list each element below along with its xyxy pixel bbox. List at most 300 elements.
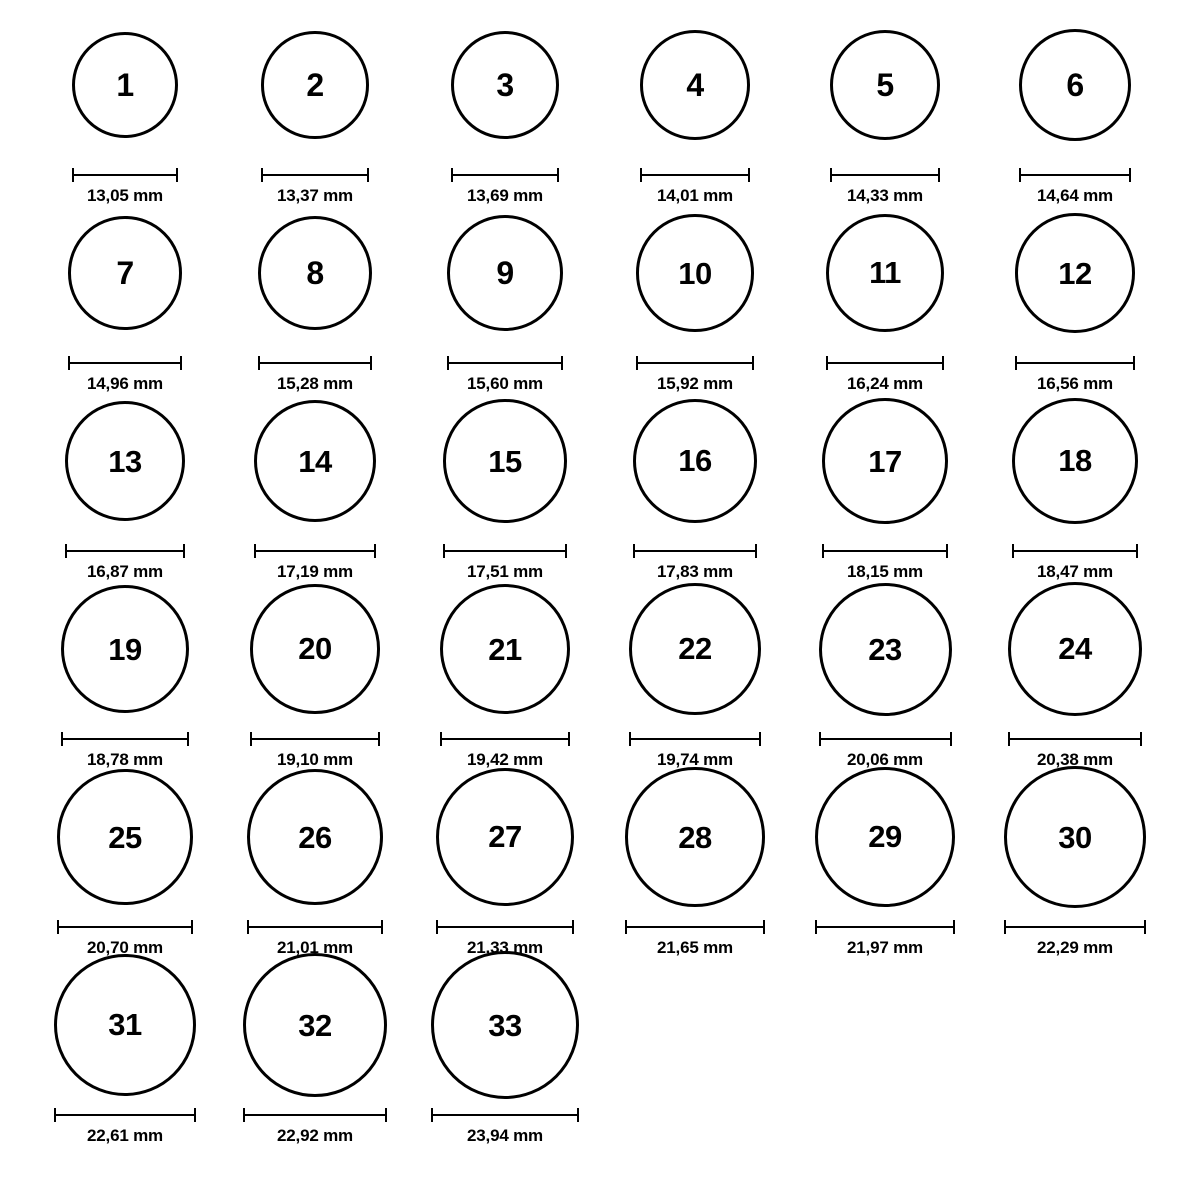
measure-tick-right bbox=[946, 544, 948, 558]
diameter-value: 20,38 mm bbox=[1037, 750, 1113, 769]
diameter-value: 14,64 mm bbox=[1037, 186, 1113, 205]
measure-tick-left bbox=[250, 732, 252, 746]
ring-circle-wrap bbox=[1019, 9, 1131, 161]
measure-tick-right bbox=[561, 356, 563, 370]
ring-size-cell bbox=[410, 197, 600, 394]
ring-size-label: 21 bbox=[488, 631, 522, 667]
ring-size-cell bbox=[410, 949, 600, 1146]
ring-size-label: 11 bbox=[869, 255, 901, 291]
measure-tick-right bbox=[752, 356, 754, 370]
measure-tick-left bbox=[243, 1108, 245, 1122]
diameter-value: 14,33 mm bbox=[847, 186, 923, 205]
ring-size-row bbox=[30, 582, 1170, 770]
measure-tick-left bbox=[1015, 356, 1017, 370]
ring-circle bbox=[830, 30, 941, 141]
measure-tick-left bbox=[636, 356, 638, 370]
measure-line bbox=[640, 174, 750, 176]
ring-circle bbox=[822, 398, 948, 524]
measure-tick-left bbox=[1012, 544, 1014, 558]
ring-circle-wrap bbox=[625, 761, 764, 913]
measure-tick-left bbox=[440, 732, 442, 746]
ring-size-label: 6 bbox=[1066, 67, 1084, 103]
ring-circle-wrap bbox=[1012, 385, 1139, 537]
measure-tick-left bbox=[826, 356, 828, 370]
ring-circle-wrap bbox=[629, 573, 761, 725]
ring-circle bbox=[826, 214, 944, 332]
ring-circle bbox=[625, 767, 764, 906]
diameter-measure-bar bbox=[254, 544, 376, 558]
ring-circle-wrap bbox=[830, 9, 941, 161]
measure-tick-right bbox=[1133, 356, 1135, 370]
ring-size-row bbox=[30, 770, 1170, 958]
diameter-measure-bar bbox=[640, 168, 750, 182]
ring-size-cell bbox=[980, 9, 1170, 206]
measure-tick-left bbox=[1008, 732, 1010, 746]
measure-tick-left bbox=[822, 544, 824, 558]
measure-tick-right bbox=[194, 1108, 196, 1122]
ring-circle-wrap bbox=[250, 573, 379, 725]
measure-tick-left bbox=[443, 544, 445, 558]
diameter-measure-bar bbox=[431, 1108, 579, 1122]
measure-tick-left bbox=[819, 732, 821, 746]
measure-line bbox=[447, 362, 563, 364]
diameter-value: 13,69 mm bbox=[467, 186, 543, 205]
measure-tick-right bbox=[748, 168, 750, 182]
measure-line bbox=[826, 362, 944, 364]
measure-tick-left bbox=[261, 168, 263, 182]
ring-circle bbox=[1012, 398, 1139, 525]
ring-size-cell bbox=[600, 9, 790, 206]
diameter-value: 18,78 mm bbox=[87, 750, 163, 769]
measure-tick-right bbox=[557, 168, 559, 182]
diameter-measure-bar bbox=[54, 1108, 197, 1122]
ring-circle bbox=[815, 767, 955, 907]
ring-circle bbox=[1019, 29, 1131, 141]
ring-size-cell bbox=[220, 197, 410, 394]
measure-tick-left bbox=[633, 544, 635, 558]
ring-circle-wrap bbox=[440, 573, 571, 725]
measure-tick-left bbox=[629, 732, 631, 746]
measure-tick-right bbox=[191, 920, 193, 934]
measure-tick-left bbox=[61, 732, 63, 746]
ring-size-cell bbox=[220, 385, 410, 582]
measure-tick-right bbox=[381, 920, 383, 934]
measure-tick-left bbox=[247, 920, 249, 934]
ring-circle-wrap bbox=[431, 949, 579, 1101]
measure-tick-right bbox=[938, 168, 940, 182]
diameter-measure-bar bbox=[443, 544, 566, 558]
ring-size-label: 26 bbox=[298, 819, 332, 855]
ring-size-label: 13 bbox=[108, 443, 142, 479]
ring-size-label: 19 bbox=[108, 631, 142, 667]
diameter-measure-bar bbox=[1012, 544, 1139, 558]
measure-tick-right bbox=[187, 732, 189, 746]
ring-size-label: 24 bbox=[1058, 631, 1092, 667]
measure-line bbox=[57, 926, 193, 928]
ring-size-label: 12 bbox=[1058, 255, 1092, 291]
diameter-measure-bar bbox=[1015, 356, 1135, 370]
ring-circle-wrap bbox=[57, 761, 193, 913]
ring-circle-wrap bbox=[640, 9, 750, 161]
ring-circle bbox=[250, 584, 379, 713]
measure-tick-right bbox=[374, 544, 376, 558]
ring-circle bbox=[819, 583, 952, 716]
measure-line bbox=[261, 174, 368, 176]
ring-circle bbox=[633, 399, 757, 523]
measure-line bbox=[436, 926, 574, 928]
diameter-value: 17,19 mm bbox=[277, 562, 353, 581]
diameter-value: 21,33 mm bbox=[467, 938, 543, 957]
measure-line bbox=[819, 738, 952, 740]
measure-line bbox=[451, 174, 560, 176]
ring-size-row bbox=[30, 958, 1170, 1146]
measure-line bbox=[254, 550, 376, 552]
diameter-value: 19,42 mm bbox=[467, 750, 543, 769]
ring-size-cell bbox=[600, 761, 790, 958]
diameter-value: 13,37 mm bbox=[277, 186, 353, 205]
measure-line bbox=[61, 738, 189, 740]
measure-line bbox=[815, 926, 955, 928]
measure-tick-left bbox=[436, 920, 438, 934]
ring-circle-wrap bbox=[1008, 573, 1142, 725]
diameter-measure-bar bbox=[440, 732, 571, 746]
diameter-measure-bar bbox=[261, 168, 368, 182]
measure-tick-left bbox=[431, 1108, 433, 1122]
measure-line bbox=[247, 926, 384, 928]
diameter-measure-bar bbox=[72, 168, 178, 182]
diameter-measure-bar bbox=[819, 732, 952, 746]
measure-tick-left bbox=[258, 356, 260, 370]
ring-circle-wrap bbox=[443, 385, 566, 537]
diameter-measure-bar bbox=[633, 544, 757, 558]
measure-line bbox=[68, 362, 181, 364]
ring-size-label: 10 bbox=[678, 255, 712, 291]
ring-size-label: 22 bbox=[678, 631, 712, 667]
ring-size-label: 4 bbox=[686, 67, 704, 103]
measure-tick-left bbox=[1019, 168, 1021, 182]
measure-tick-right bbox=[759, 732, 761, 746]
ring-size-cell bbox=[30, 949, 220, 1146]
measure-tick-right bbox=[1140, 732, 1142, 746]
measure-tick-right bbox=[378, 732, 380, 746]
ring-size-label: 8 bbox=[306, 255, 324, 291]
ring-circle-wrap bbox=[261, 9, 368, 161]
ring-circle-wrap bbox=[54, 949, 197, 1101]
diameter-value: 14,96 mm bbox=[87, 374, 163, 393]
ring-circle-wrap bbox=[1004, 761, 1146, 913]
ring-size-cell bbox=[790, 761, 980, 958]
diameter-measure-bar bbox=[451, 168, 560, 182]
ring-circle bbox=[54, 954, 197, 1097]
ring-circle-wrap bbox=[447, 197, 563, 349]
ring-size-label: 14 bbox=[298, 443, 332, 479]
ring-circle bbox=[57, 769, 193, 905]
measure-line bbox=[633, 550, 757, 552]
ring-circle bbox=[258, 216, 373, 331]
diameter-measure-bar bbox=[1008, 732, 1142, 746]
measure-tick-right bbox=[385, 1108, 387, 1122]
measure-tick-left bbox=[625, 920, 627, 934]
ring-size-label: 16 bbox=[678, 443, 712, 479]
ring-circle-wrap bbox=[822, 385, 948, 537]
ring-circle-wrap bbox=[254, 385, 376, 537]
ring-size-label: 3 bbox=[496, 67, 514, 103]
diameter-measure-bar bbox=[822, 544, 948, 558]
measure-line bbox=[1008, 738, 1142, 740]
ring-size-label: 9 bbox=[496, 254, 514, 291]
ring-size-cell bbox=[790, 9, 980, 206]
ring-size-cell bbox=[220, 9, 410, 206]
ring-circle-wrap bbox=[1015, 197, 1135, 349]
measure-tick-right bbox=[763, 920, 765, 934]
diameter-measure-bar bbox=[250, 732, 379, 746]
ring-circle bbox=[636, 214, 753, 331]
diameter-value: 15,92 mm bbox=[657, 374, 733, 393]
diameter-measure-bar bbox=[436, 920, 574, 934]
measure-tick-right bbox=[577, 1108, 579, 1122]
measure-tick-left bbox=[830, 168, 832, 182]
measure-tick-left bbox=[72, 168, 74, 182]
diameter-measure-bar bbox=[258, 356, 373, 370]
diameter-value: 16,56 mm bbox=[1037, 374, 1113, 393]
measure-line bbox=[1015, 362, 1135, 364]
diameter-value: 20,06 mm bbox=[847, 750, 923, 769]
ring-circle-wrap bbox=[815, 761, 955, 913]
measure-tick-right bbox=[367, 168, 369, 182]
ring-size-cell bbox=[30, 197, 220, 394]
ring-circle bbox=[61, 585, 189, 713]
ring-size-cell bbox=[980, 197, 1170, 394]
ring-circle-wrap bbox=[258, 197, 373, 349]
ring-circle bbox=[436, 768, 574, 906]
measure-tick-right bbox=[565, 544, 567, 558]
ring-size-cell bbox=[410, 573, 600, 770]
diameter-value: 22,61 mm bbox=[87, 1126, 163, 1145]
ring-size-row bbox=[30, 206, 1170, 394]
ring-circle bbox=[1015, 213, 1135, 333]
ring-size-cell bbox=[220, 761, 410, 958]
ring-circle-wrap bbox=[243, 949, 387, 1101]
diameter-value: 22,29 mm bbox=[1037, 938, 1113, 957]
measure-line bbox=[431, 1114, 579, 1116]
measure-tick-right bbox=[370, 356, 372, 370]
ring-size-row bbox=[30, 394, 1170, 582]
ring-circle bbox=[247, 769, 384, 906]
measure-line bbox=[443, 550, 566, 552]
measure-line bbox=[72, 174, 178, 176]
measure-tick-left bbox=[640, 168, 642, 182]
measure-line bbox=[822, 550, 948, 552]
ring-size-cell bbox=[220, 573, 410, 770]
diameter-value: 16,24 mm bbox=[847, 374, 923, 393]
measure-tick-right bbox=[953, 920, 955, 934]
ring-size-label: 33 bbox=[488, 1007, 522, 1043]
measure-line bbox=[625, 926, 764, 928]
diameter-measure-bar bbox=[68, 356, 181, 370]
measure-tick-left bbox=[254, 544, 256, 558]
ring-size-cell bbox=[790, 385, 980, 582]
diameter-measure-bar bbox=[57, 920, 193, 934]
diameter-value: 19,10 mm bbox=[277, 750, 353, 769]
measure-tick-left bbox=[57, 920, 59, 934]
measure-tick-left bbox=[815, 920, 817, 934]
ring-size-label: 30 bbox=[1058, 819, 1092, 855]
ring-size-cell bbox=[790, 197, 980, 394]
ring-circle bbox=[1004, 766, 1146, 908]
measure-tick-right bbox=[1129, 168, 1131, 182]
diameter-value: 15,60 mm bbox=[467, 374, 543, 393]
diameter-value: 22,92 mm bbox=[277, 1126, 353, 1145]
ring-circle-wrap bbox=[451, 9, 560, 161]
measure-tick-right bbox=[176, 168, 178, 182]
ring-size-cell bbox=[410, 9, 600, 206]
measure-tick-right bbox=[1144, 920, 1146, 934]
measure-tick-left bbox=[451, 168, 453, 182]
diameter-measure-bar bbox=[625, 920, 764, 934]
diameter-value: 23,94 mm bbox=[467, 1126, 543, 1145]
ring-circle-wrap bbox=[826, 197, 944, 349]
measure-line bbox=[629, 738, 761, 740]
ring-size-label: 20 bbox=[298, 631, 332, 667]
diameter-measure-bar bbox=[1019, 168, 1131, 182]
ring-size-cell bbox=[980, 573, 1170, 770]
diameter-value: 13,05 mm bbox=[87, 186, 163, 205]
ring-size-label: 18 bbox=[1058, 443, 1092, 479]
ring-size-label: 28 bbox=[678, 819, 712, 855]
diameter-value: 17,51 mm bbox=[467, 562, 543, 581]
ring-size-cell bbox=[600, 385, 790, 582]
measure-tick-right bbox=[568, 732, 570, 746]
measure-tick-left bbox=[1004, 920, 1006, 934]
diameter-value: 21,65 mm bbox=[657, 938, 733, 957]
ring-size-label: 23 bbox=[868, 631, 902, 667]
diameter-value: 18,15 mm bbox=[847, 562, 923, 581]
ring-size-label: 2 bbox=[306, 67, 324, 103]
measure-line bbox=[1012, 550, 1139, 552]
measure-tick-right bbox=[950, 732, 952, 746]
diameter-value: 16,87 mm bbox=[87, 562, 163, 581]
diameter-value: 18,47 mm bbox=[1037, 562, 1113, 581]
measure-tick-right bbox=[180, 356, 182, 370]
ring-circle bbox=[440, 584, 571, 715]
ring-size-label: 29 bbox=[868, 819, 902, 855]
measure-tick-right bbox=[183, 544, 185, 558]
ring-size-label: 15 bbox=[488, 443, 522, 479]
ring-size-cell bbox=[410, 385, 600, 582]
diameter-measure-bar bbox=[636, 356, 753, 370]
ring-circle bbox=[68, 216, 181, 329]
diameter-measure-bar bbox=[61, 732, 189, 746]
measure-tick-right bbox=[1136, 544, 1138, 558]
ring-circle-wrap bbox=[819, 573, 952, 725]
measure-line bbox=[258, 362, 373, 364]
diameter-measure-bar bbox=[1004, 920, 1146, 934]
ring-size-label: 7 bbox=[116, 254, 134, 291]
ring-circle-wrap bbox=[633, 385, 757, 537]
ring-size-cell bbox=[600, 573, 790, 770]
measure-line bbox=[243, 1114, 387, 1116]
ring-size-label: 1 bbox=[116, 67, 134, 103]
ring-circle-wrap bbox=[61, 573, 189, 725]
ring-circle-wrap bbox=[436, 761, 574, 913]
diameter-measure-bar bbox=[247, 920, 384, 934]
measure-tick-left bbox=[54, 1108, 56, 1122]
ring-size-cell bbox=[410, 761, 600, 958]
diameter-measure-bar bbox=[243, 1108, 387, 1122]
measure-line bbox=[1019, 174, 1131, 176]
ring-size-cell bbox=[220, 949, 410, 1146]
measure-line bbox=[54, 1114, 197, 1116]
measure-tick-left bbox=[68, 356, 70, 370]
ring-size-label: 27 bbox=[488, 819, 522, 855]
ring-circle bbox=[261, 31, 368, 138]
ring-circle bbox=[72, 32, 178, 138]
ring-circle bbox=[451, 31, 560, 140]
measure-line bbox=[440, 738, 571, 740]
diameter-value: 15,28 mm bbox=[277, 374, 353, 393]
ring-size-cell bbox=[980, 761, 1170, 958]
measure-line bbox=[830, 174, 941, 176]
ring-size-label: 17 bbox=[868, 443, 902, 479]
ring-size-cell bbox=[980, 385, 1170, 582]
ring-size-cell bbox=[30, 573, 220, 770]
diameter-value: 21,97 mm bbox=[847, 938, 923, 957]
ring-size-cell bbox=[30, 9, 220, 206]
ring-size-label: 32 bbox=[298, 1007, 332, 1043]
diameter-measure-bar bbox=[826, 356, 944, 370]
diameter-value: 20,70 mm bbox=[87, 938, 163, 957]
ring-circle-wrap bbox=[65, 385, 186, 537]
diameter-measure-bar bbox=[629, 732, 761, 746]
ring-size-cell bbox=[790, 573, 980, 770]
ring-circle-wrap bbox=[72, 9, 178, 161]
ring-circle bbox=[431, 951, 579, 1099]
ring-size-label: 31 bbox=[108, 1007, 142, 1043]
ring-size-cell bbox=[30, 385, 220, 582]
measure-tick-left bbox=[65, 544, 67, 558]
ring-circle bbox=[65, 401, 186, 522]
ring-circle bbox=[640, 30, 750, 140]
diameter-value: 19,74 mm bbox=[657, 750, 733, 769]
measure-tick-right bbox=[942, 356, 944, 370]
measure-line bbox=[65, 550, 186, 552]
ring-size-cell bbox=[600, 197, 790, 394]
measure-line bbox=[1004, 926, 1146, 928]
measure-line bbox=[250, 738, 379, 740]
ring-circle bbox=[1008, 582, 1142, 716]
ring-size-label: 25 bbox=[108, 819, 142, 855]
diameter-measure-bar bbox=[815, 920, 955, 934]
ring-size-row bbox=[30, 18, 1170, 206]
ring-circle-wrap bbox=[636, 197, 753, 349]
ring-size-label: 5 bbox=[876, 66, 894, 103]
diameter-value: 14,01 mm bbox=[657, 186, 733, 205]
ring-circle bbox=[243, 953, 387, 1097]
measure-tick-left bbox=[447, 356, 449, 370]
measure-tick-right bbox=[755, 544, 757, 558]
ring-circle-wrap bbox=[247, 761, 384, 913]
ring-circle bbox=[443, 399, 566, 522]
measure-line bbox=[636, 362, 753, 364]
ring-circle bbox=[629, 583, 761, 715]
ring-circle bbox=[254, 400, 376, 522]
diameter-value: 21,01 mm bbox=[277, 938, 353, 957]
ring-size-cell bbox=[30, 761, 220, 958]
diameter-measure-bar bbox=[447, 356, 563, 370]
ring-circle bbox=[447, 215, 563, 331]
diameter-value: 17,83 mm bbox=[657, 562, 733, 581]
ring-circle-wrap bbox=[68, 197, 181, 349]
